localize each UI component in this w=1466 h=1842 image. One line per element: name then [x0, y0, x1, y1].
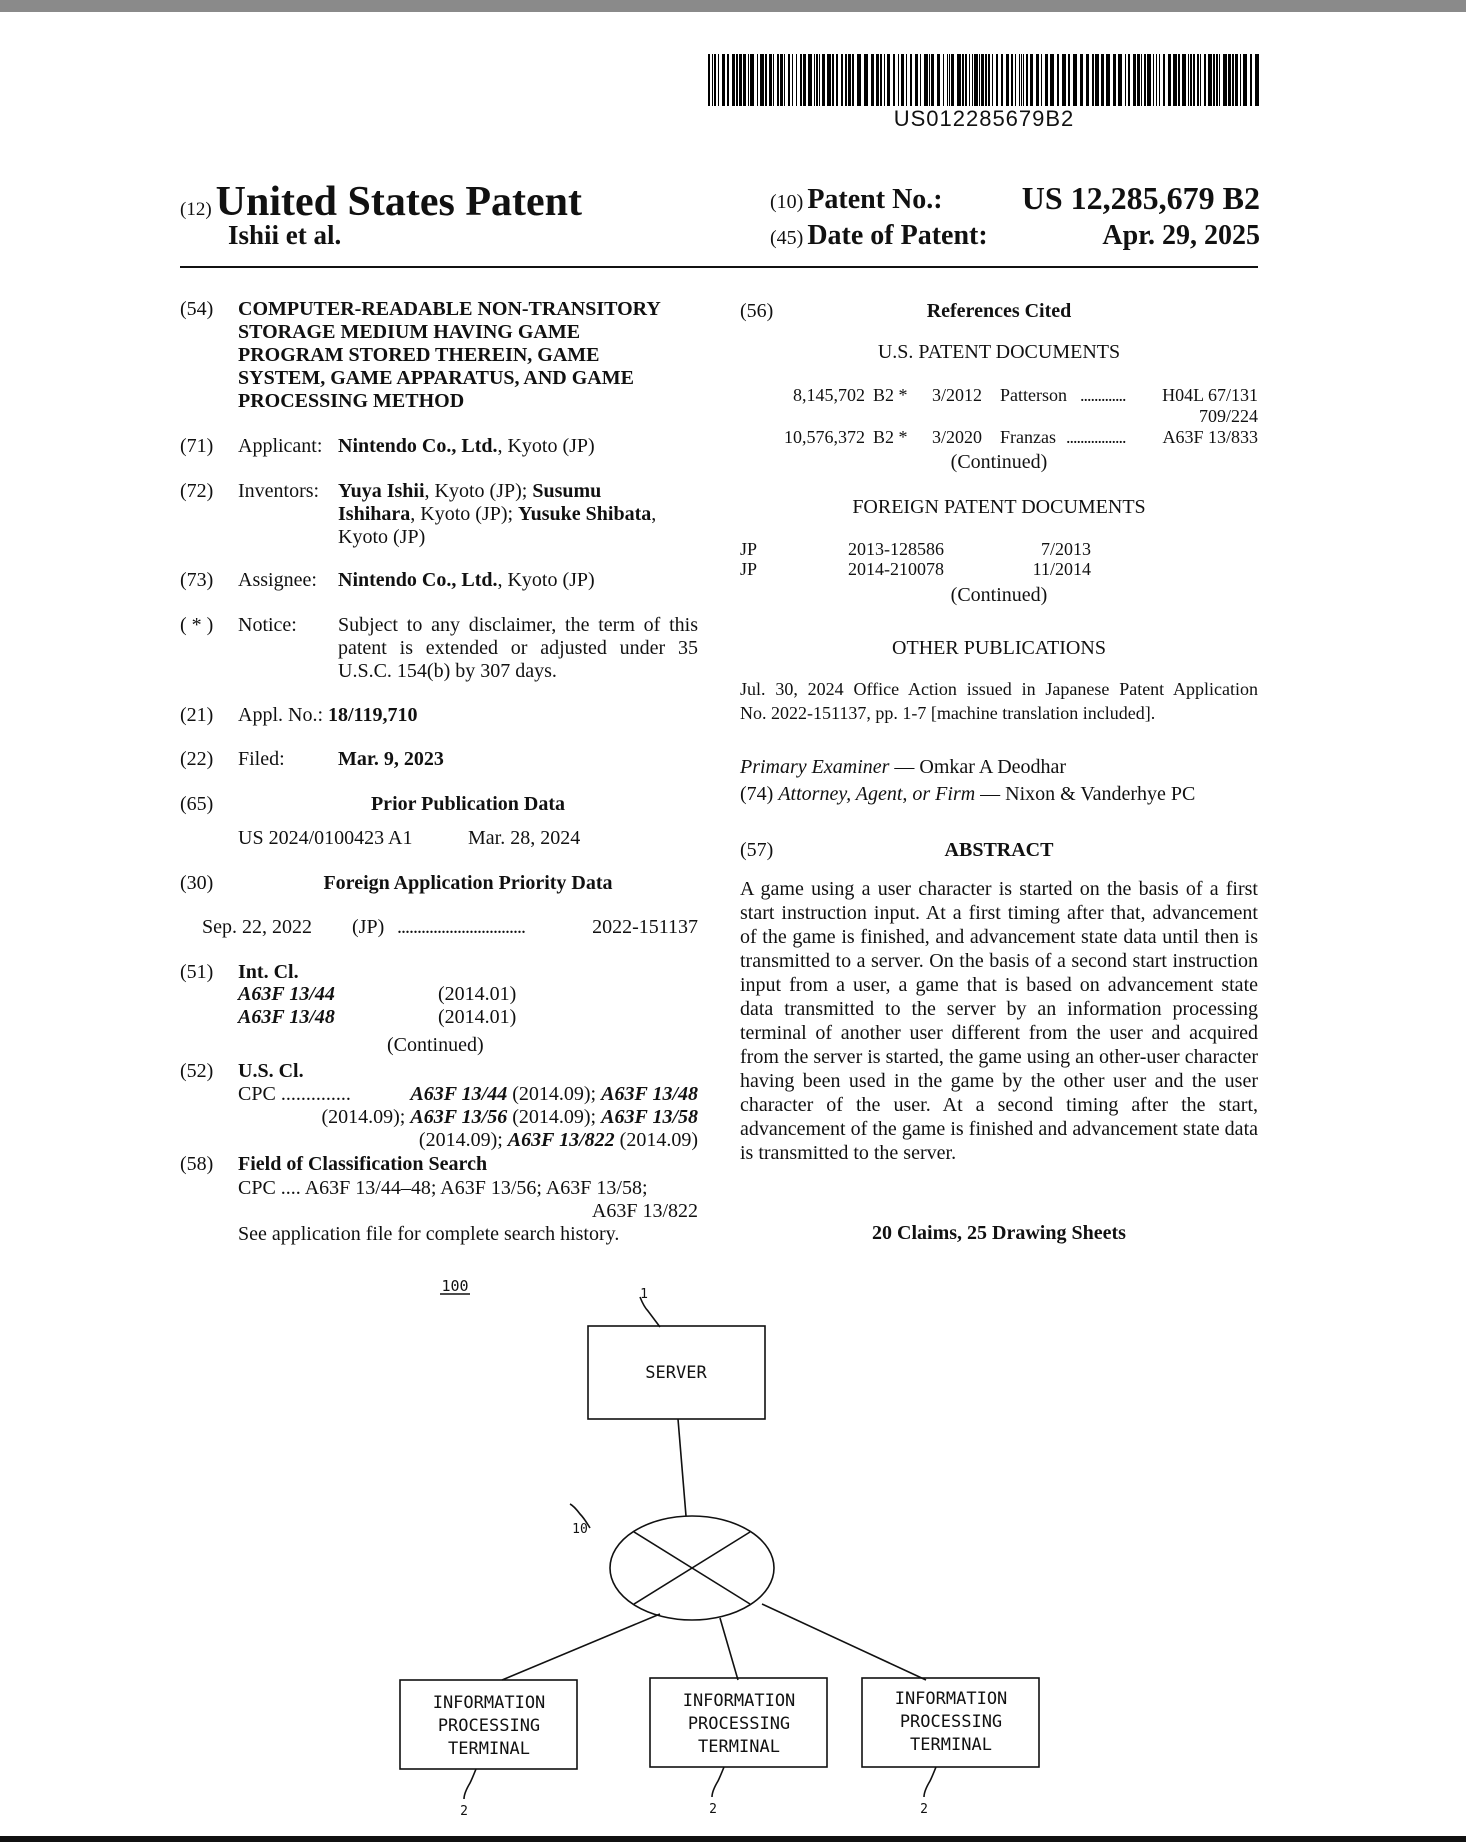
inventor-name: Susumu: [532, 480, 602, 502]
f71-code: (71): [180, 435, 214, 457]
attorney: [740, 783, 1195, 806]
inventor-name: Yusuke Shibata: [518, 503, 652, 525]
us-doc-date: 3/2012: [932, 385, 983, 405]
barcode-bar: [1006, 54, 1009, 106]
foreign-doc-number: 2013-128586: [848, 539, 944, 559]
barcode-bar: [929, 54, 930, 106]
barcode-bar: [750, 54, 754, 106]
barcode-bar: [1137, 54, 1140, 106]
us-doc-class: H04L 67/131: [1162, 385, 1258, 405]
barcode-bar: [1193, 54, 1195, 106]
barcode-bar: [947, 54, 948, 106]
barcode-bar: [722, 54, 725, 106]
us-docs-continued: (Continued): [950, 451, 1048, 473]
barcode-bar: [1240, 54, 1241, 106]
foreign-doc-country: JP: [740, 559, 758, 579]
barcode-bar: [757, 54, 758, 106]
barcode-bar: [910, 54, 912, 106]
barcode-bar: [992, 54, 993, 106]
us-doc-kind: B2 *: [873, 385, 908, 405]
int-cl-continued: (Continued): [387, 1034, 484, 1056]
barcode-bar: [736, 54, 738, 106]
inventor-short: Ishii et al.: [228, 220, 342, 250]
us-doc-kind: B2 *: [873, 427, 908, 447]
barcode-bar: [1153, 54, 1154, 106]
barcode-bar: [1208, 54, 1212, 106]
us-docs-heading: U.S. PATENT DOCUMENTS: [877, 341, 1121, 363]
barcode-bar: [748, 54, 749, 106]
code-10: (10): [770, 191, 804, 213]
barcode-bar: [718, 54, 719, 106]
priority-number: 2022-151137: [592, 916, 698, 938]
foreign-doc-row: [740, 539, 1258, 560]
barcode-bar: [979, 54, 980, 106]
barcode-bar: [915, 54, 918, 106]
applicant-label: Applicant:: [238, 435, 323, 457]
examiner-name: — Omkar A Deodhar: [889, 756, 1067, 778]
assignee-place: , Kyoto (JP): [497, 569, 595, 591]
f51-code: (51): [180, 961, 214, 983]
applicant-place: , Kyoto (JP): [497, 435, 595, 457]
inventor-place: Kyoto (JP): [338, 526, 426, 548]
barcode-bar: [1030, 54, 1033, 106]
barcode-bar: [792, 54, 793, 106]
terminal-leader: [924, 1767, 936, 1797]
notice-line: Subject to any disclaimer, the term of this: [338, 614, 698, 636]
barcode-bar: [1062, 54, 1066, 106]
foreign-doc-row: [740, 559, 1258, 580]
barcode-bar: [1173, 54, 1177, 106]
refs-heading: References Cited: [926, 300, 1072, 322]
cpc-class: A63F 13/56: [410, 1106, 508, 1128]
f57-code: (57): [740, 839, 774, 861]
foreign-doc-date: 7/2013: [1040, 539, 1091, 559]
barcode-bar: [962, 54, 964, 106]
barcode-bar: [714, 54, 716, 106]
inventor-sep: ,: [651, 503, 657, 525]
barcode-bar: [1011, 54, 1013, 106]
notice-text: [338, 614, 698, 683]
notice-label: Notice:: [238, 614, 297, 636]
cpc-class: A63F 13/48: [601, 1083, 698, 1105]
barcode-bar: [1050, 54, 1054, 106]
barcode-bar: [906, 54, 907, 106]
int-cl-2-date: (2014.01): [438, 1006, 517, 1028]
terminal-label: TERMINAL: [448, 1739, 530, 1759]
barcode-bar: [1204, 54, 1206, 106]
cpc-class: A63F 13/822: [507, 1129, 615, 1151]
us-doc-name: Franzas: [1000, 427, 1056, 447]
network-ref: 10: [572, 1522, 588, 1537]
applicant-name: Nintendo Co., Ltd.: [338, 435, 498, 457]
cpc-dots: ..............: [280, 1083, 351, 1105]
priority-date: Sep. 22, 2022: [202, 916, 312, 938]
barcode-bar: [1026, 54, 1028, 106]
barcode-bar: [972, 54, 973, 106]
terminal-leader: [712, 1767, 724, 1797]
assignee-label: Assignee:: [238, 569, 317, 591]
barcode-bar: [1188, 54, 1189, 106]
barcode-bar: [832, 54, 834, 106]
barcode-bar: [1235, 54, 1238, 106]
title-block: [180, 178, 582, 226]
barcode-bar: [1144, 54, 1146, 106]
attorney-label: Attorney, Agent, or Firm: [778, 783, 976, 805]
title-line: COMPUTER-READABLE NON-TRANSITORY: [238, 298, 661, 320]
inventors: [338, 480, 708, 549]
barcode-bar: [1219, 54, 1220, 106]
barcode-bar: [1133, 54, 1136, 106]
prior-pub-number: US 2024/0100423 A1: [238, 827, 413, 849]
barcode-bar: [777, 54, 779, 106]
barcode-bar: [1021, 54, 1022, 106]
barcode-bar: [800, 54, 802, 106]
barcode-bar: [780, 54, 783, 106]
barcode-bar: [816, 54, 818, 106]
barcode-bar: [808, 54, 812, 106]
cpc-date: (2014.09);: [321, 1106, 411, 1128]
terminal-label: INFORMATION: [432, 1693, 546, 1713]
cpc-date: (2014.09);: [507, 1083, 602, 1105]
search-line: See application file for complete search history.: [238, 1223, 620, 1245]
applicant: [338, 435, 595, 458]
claims-summary: 20 Claims, 25 Drawing Sheets: [872, 1222, 1126, 1244]
search-fields: [238, 1177, 698, 1246]
barcode-bar: [981, 54, 984, 106]
barcode-bar: [845, 54, 847, 106]
barcode-bar: [871, 54, 874, 106]
barcode-bar: [943, 54, 944, 106]
network-terminal-link: [720, 1618, 738, 1680]
invention-title: [238, 298, 708, 413]
barcode-bar: [1190, 54, 1192, 106]
filed-date: Mar. 9, 2023: [338, 748, 444, 770]
barcode-bar: [1019, 54, 1020, 106]
f73-code: (73): [180, 569, 214, 591]
abstract-text: A game using a user character is started on the basis of a first start instruction input. At a first timing after that, advancement of the game is finished, and advancement state data until then is transmitted to a server. On the basis of a second start instruction input from a user, a game that is based on advancement state data transmitted to the server by an information processing terminal of another user different from the user and acquired from the server is started, the game using an other-user character having been used in the game by the other user and the user character of the user. At a second timing after the start, advancement of the game is finished and advancement state data is transmitted to the server.: [740, 878, 1258, 1164]
barcode-bar: [788, 54, 790, 106]
inventor-name: Yuya Ishii: [338, 480, 425, 502]
top-border: [0, 0, 1466, 12]
search-line: A63F 13/822: [591, 1200, 698, 1222]
barcode-bar: [1041, 54, 1042, 106]
system-diagram: [0, 1270, 1466, 1830]
barcode-bar: [1015, 54, 1016, 106]
patent-number-row: [770, 180, 1260, 216]
barcode-bar: [893, 54, 895, 106]
f56-code: (56): [740, 300, 774, 322]
prior-pub-heading: Prior Publication Data: [370, 793, 566, 815]
barcode: [708, 54, 1260, 106]
code-12: (12): [180, 199, 212, 220]
abstract-heading: ABSTRACT: [944, 839, 1054, 861]
barcode-bar: [1036, 54, 1039, 106]
f22-code: (22): [180, 748, 214, 770]
us-doc-row: [740, 427, 1258, 451]
cpc-class: A63F 13/58: [601, 1106, 698, 1128]
barcode-bar: [732, 54, 735, 106]
terminal-ref: 2: [460, 1804, 468, 1819]
examiner-label: Primary Examiner: [740, 756, 890, 778]
int-cl-2: A63F 13/48: [238, 1006, 335, 1028]
barcode-bar: [1182, 54, 1186, 106]
title-line: PROGRAM STORED THEREIN, GAME: [238, 344, 600, 366]
barcode-bar: [1178, 54, 1180, 106]
date-row: [770, 220, 1260, 252]
barcode-bar: [1163, 54, 1165, 106]
prior-pub-date: Mar. 28, 2024: [468, 827, 581, 849]
notice-code: ( * ): [180, 614, 214, 636]
int-cl-1: A63F 13/44: [238, 983, 335, 1005]
int-cl-1-date: (2014.01): [438, 983, 517, 1005]
barcode-bar: [1113, 54, 1116, 106]
server-ref: 1: [640, 1287, 648, 1302]
inventors-label: Inventors:: [238, 480, 320, 502]
title-line: STORAGE MEDIUM HAVING GAME: [238, 321, 581, 343]
barcode-bar: [727, 54, 729, 106]
other-pub-line: Jul. 30, 2024 Office Action issued in Japanese Patent Application: [740, 679, 1258, 699]
barcode-bar: [712, 54, 713, 106]
terminal-label: INFORMATION: [894, 1689, 1008, 1709]
barcode-bar: [1068, 54, 1070, 106]
search-label: Field of Classification Search: [238, 1153, 488, 1175]
date-label: Date of Patent:: [807, 220, 988, 251]
barcode-bar: [937, 54, 940, 106]
barcode-bar: [924, 54, 928, 106]
barcode-bar: [1092, 54, 1094, 106]
barcode-bar: [739, 54, 742, 106]
barcode-bar: [1213, 54, 1215, 106]
bottom-border: [0, 1836, 1466, 1842]
foreign-docs-heading: FOREIGN PATENT DOCUMENTS: [852, 496, 1146, 518]
barcode-bar: [1147, 54, 1151, 106]
barcode-bar: [1168, 54, 1171, 106]
barcode-bar: [769, 54, 772, 106]
assignee-name: Nintendo Co., Ltd.: [338, 569, 498, 591]
cpc-label: CPC: [238, 1083, 276, 1105]
barcode-bar: [773, 54, 774, 106]
barcode-bar: [848, 54, 851, 106]
barcode-bar: [1243, 54, 1247, 106]
barcode-bar: [876, 54, 879, 106]
server-label: SERVER: [645, 1363, 707, 1383]
foreign-doc-country: JP: [740, 539, 758, 559]
appl-no-value: 18/119,710: [328, 704, 418, 726]
terminal-leader: [464, 1769, 476, 1799]
barcode-bar: [1223, 54, 1227, 106]
other-pub-line: No. 2022-151137, pp. 1-7 [machine translation included].: [740, 703, 1156, 723]
barcode-bar: [1250, 54, 1252, 106]
barcode-bar: [1232, 54, 1234, 106]
barcode-bar: [887, 54, 890, 106]
appl-no-label: Appl. No.:: [238, 704, 323, 726]
patent-number: US 12,285,679 B2: [1021, 180, 1260, 216]
barcode-bar: [841, 54, 843, 106]
barcode-bar: [898, 54, 899, 106]
f65-code: (65): [180, 793, 214, 815]
terminal-ref: 2: [920, 1802, 928, 1817]
barcode-bar: [784, 54, 785, 106]
terminal-label: TERMINAL: [698, 1737, 780, 1757]
barcode-bar: [1128, 54, 1130, 106]
notice-line: U.S.C. 154(b) by 307 days.: [338, 660, 557, 682]
barcode-bar: [1057, 54, 1059, 106]
barcode-bar: [803, 54, 806, 106]
barcode-bar: [1125, 54, 1126, 106]
f30-code: (30): [180, 872, 214, 894]
int-cl-label: Int. Cl.: [238, 961, 299, 983]
barcode-bar: [901, 54, 904, 106]
f52-code: (52): [180, 1060, 214, 1082]
system-ref: 100: [441, 1277, 469, 1295]
us-doc-dots: .................: [1066, 427, 1126, 447]
assignee: [338, 569, 595, 592]
network-terminal-link: [502, 1614, 660, 1680]
barcode-bar: [1156, 54, 1157, 106]
barcode-bar: [969, 54, 970, 106]
primary-examiner: [740, 756, 1066, 779]
barcode-bar: [951, 54, 954, 106]
attorney-name: — Nixon & Vanderhye PC: [975, 783, 1196, 805]
barcode-bar: [996, 54, 998, 106]
terminal-label: INFORMATION: [682, 1691, 796, 1711]
document-title: United States Patent: [215, 179, 582, 225]
barcode-bar: [920, 54, 921, 106]
server-network-link: [678, 1419, 686, 1516]
barcode-number: US012285679B2: [893, 106, 1075, 131]
barcode-bar: [1118, 54, 1122, 106]
barcode-bar: [931, 54, 934, 106]
barcode-bar: [1200, 54, 1201, 106]
terminal-label: PROCESSING: [899, 1712, 1003, 1732]
barcode-bar: [1045, 54, 1048, 106]
inventor-place: , Kyoto (JP);: [424, 480, 533, 502]
foreign-doc-date: 11/2014: [1032, 559, 1091, 579]
barcode-bar: [852, 54, 854, 106]
barcode-bar: [1001, 54, 1003, 106]
terminal-label: PROCESSING: [687, 1714, 791, 1734]
title-line: PROCESSING METHOD: [238, 390, 465, 412]
us-doc-dots: .............: [1080, 385, 1126, 405]
us-doc-class2: 709/224: [1198, 406, 1258, 426]
us-doc-date: 3/2020: [932, 427, 983, 447]
cpc-date: (2014.09);: [418, 1129, 508, 1151]
barcode-bar: [1255, 54, 1259, 106]
barcode-bar: [988, 54, 990, 106]
inventor-place: , Kyoto (JP);: [410, 503, 519, 525]
terminal-label: PROCESSING: [437, 1716, 541, 1736]
other-pubs: [740, 679, 1258, 724]
barcode-bar: [974, 54, 978, 106]
network-terminal-link: [762, 1604, 926, 1680]
barcode-bar: [743, 54, 746, 106]
barcode-bar: [1101, 54, 1104, 106]
barcode-bar: [884, 54, 885, 106]
us-doc-name: Patterson: [1000, 385, 1067, 405]
header-rule: [180, 266, 1258, 268]
barcode-bar: [957, 54, 961, 106]
terminal-label: TERMINAL: [910, 1735, 992, 1755]
appl-no: [238, 704, 417, 727]
code-45: (45): [770, 227, 804, 249]
us-cl-cpc: [238, 1083, 698, 1152]
barcode-bar: [708, 54, 710, 106]
cpc-class: A63F 13/44: [410, 1083, 508, 1105]
barcode-bar: [1106, 54, 1110, 106]
barcode-bar: [1080, 54, 1083, 106]
barcode-bar: [819, 54, 820, 106]
barcode-bar: [836, 54, 838, 106]
priority-heading: Foreign Application Priority Data: [323, 872, 613, 894]
barcode-bar: [965, 54, 967, 106]
us-doc-number: 10,576,372: [784, 427, 865, 447]
barcode-bar: [1216, 54, 1218, 106]
priority-dots: ................................: [397, 916, 525, 938]
cpc-date: (2014.09): [614, 1129, 698, 1151]
foreign-doc-number: 2014-210078: [848, 559, 944, 579]
us-doc-class: A63F 13/833: [1162, 427, 1258, 447]
barcode-bar: [1159, 54, 1160, 106]
f72-code: (72): [180, 480, 214, 502]
barcode-bar: [857, 54, 861, 106]
priority-country: (JP): [352, 916, 385, 938]
barcode-bar: [1073, 54, 1077, 106]
cpc-date: (2014.09);: [507, 1106, 602, 1128]
barcode-bar: [822, 54, 825, 106]
title-line: SYSTEM, GAME APPARATUS, AND GAME: [238, 367, 634, 389]
search-line: CPC .... A63F 13/44–48; A63F 13/56; A63F 13/58;: [238, 1177, 648, 1199]
patent-no-label: Patent No.:: [807, 184, 943, 215]
barcode-bar: [1228, 54, 1231, 106]
notice-line: patent is extended or adjusted under 35: [338, 637, 698, 659]
patent-date: Apr. 29, 2025: [1102, 220, 1260, 251]
terminal-ref: 2: [709, 1802, 717, 1817]
barcode-bar: [796, 54, 797, 106]
barcode-bar: [864, 54, 868, 106]
barcode-bar: [760, 54, 764, 106]
barcode-bar: [765, 54, 767, 106]
barcode-bar: [949, 54, 950, 106]
barcode-bar: [1086, 54, 1089, 106]
f58-code: (58): [180, 1153, 214, 1175]
f54-code: (54): [180, 298, 214, 320]
us-doc-number: 8,145,702: [793, 385, 865, 405]
other-pubs-heading: OTHER PUBLICATIONS: [892, 637, 1106, 659]
barcode-bar: [827, 54, 831, 106]
barcode-bar: [880, 54, 882, 106]
f21-code: (21): [180, 704, 214, 726]
barcode-bar: [1095, 54, 1099, 106]
barcode-bar: [1023, 54, 1024, 106]
barcode-bar: [1141, 54, 1142, 106]
barcode-bar: [814, 54, 815, 106]
us-cl-label: U.S. Cl.: [238, 1060, 304, 1082]
foreign-docs-continued: (Continued): [950, 584, 1048, 606]
inventor-name: Ishihara: [338, 503, 411, 525]
filed-label: Filed:: [238, 748, 285, 770]
f74-code: (74): [740, 783, 774, 805]
barcode-bar: [1197, 54, 1199, 106]
barcode-bar: [985, 54, 987, 106]
